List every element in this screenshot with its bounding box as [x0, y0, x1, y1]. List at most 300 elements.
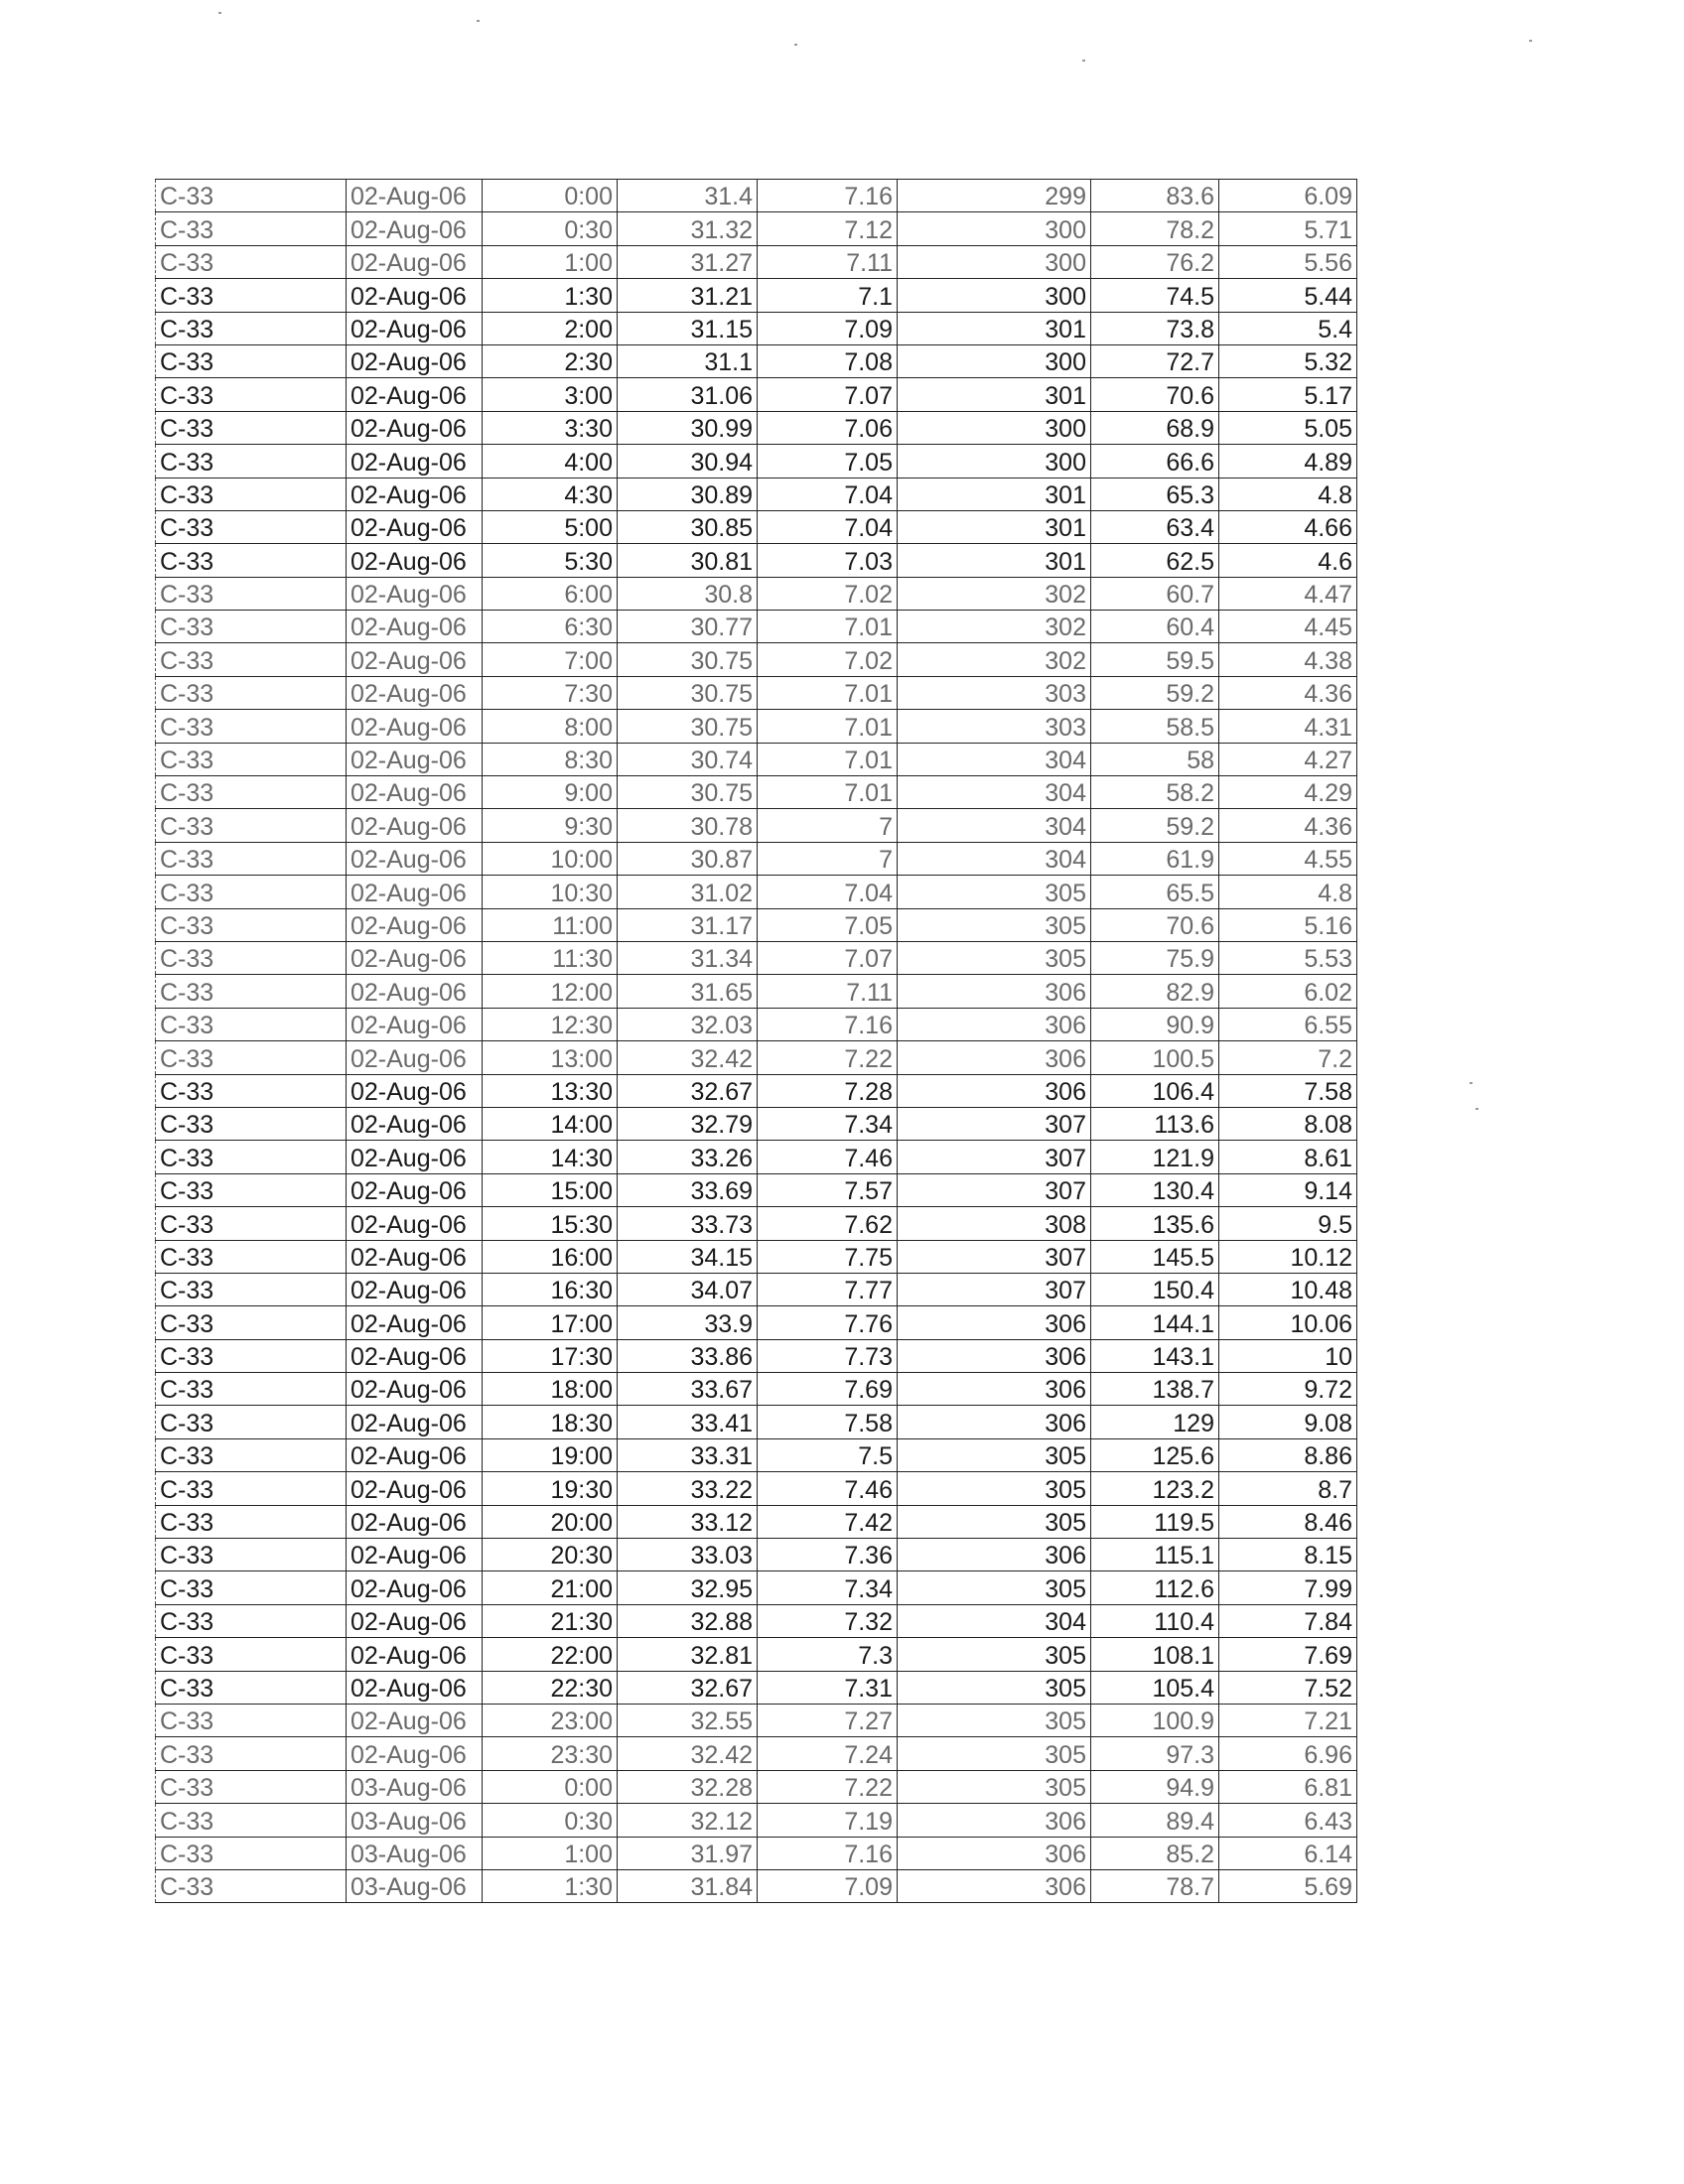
value4-cell: 106.4: [1091, 1074, 1219, 1107]
date-cell: 03-Aug-06: [347, 1869, 483, 1902]
value3-cell: 306: [898, 1837, 1091, 1869]
value4-cell: 58.2: [1091, 776, 1219, 809]
value4-cell: 125.6: [1091, 1438, 1219, 1471]
value4-cell: 60.7: [1091, 577, 1219, 610]
date-cell: 02-Aug-06: [347, 577, 483, 610]
value3-cell: 300: [898, 344, 1091, 377]
time-cell: 9:30: [483, 809, 618, 842]
date-cell: 02-Aug-06: [347, 710, 483, 743]
time-cell: 12:00: [483, 975, 618, 1008]
value2-cell: 7.07: [758, 378, 898, 411]
date-cell: 02-Aug-06: [347, 1604, 483, 1637]
time-cell: 7:30: [483, 676, 618, 709]
table-row: [156, 1770, 1357, 1803]
value2-cell: 7.28: [758, 1074, 898, 1107]
value3-cell: 301: [898, 510, 1091, 543]
station-cell: C-33: [156, 180, 347, 212]
value4-cell: 100.9: [1091, 1704, 1219, 1736]
value2-cell: 7.05: [758, 908, 898, 941]
value3-cell: 304: [898, 842, 1091, 875]
value2-cell: 7.3: [758, 1638, 898, 1671]
date-cell: 03-Aug-06: [347, 1837, 483, 1869]
value2-cell: 7.36: [758, 1539, 898, 1571]
value5-cell: 6.02: [1219, 975, 1357, 1008]
date-cell: 02-Aug-06: [347, 1638, 483, 1671]
station-cell: C-33: [156, 1373, 347, 1406]
value3-cell: 307: [898, 1173, 1091, 1206]
value5-cell: 9.08: [1219, 1406, 1357, 1438]
value5-cell: 4.36: [1219, 676, 1357, 709]
value2-cell: 7.02: [758, 643, 898, 676]
station-cell: C-33: [156, 1671, 347, 1704]
value4-cell: 68.9: [1091, 411, 1219, 444]
time-cell: 22:00: [483, 1638, 618, 1671]
value1-cell: 31.17: [618, 908, 758, 941]
value1-cell: 30.75: [618, 776, 758, 809]
value4-cell: 63.4: [1091, 510, 1219, 543]
value3-cell: 301: [898, 478, 1091, 510]
value4-cell: 59.2: [1091, 676, 1219, 709]
value1-cell: 30.77: [618, 611, 758, 643]
value2-cell: 7.07: [758, 941, 898, 974]
value4-cell: 72.7: [1091, 344, 1219, 377]
value3-cell: 304: [898, 743, 1091, 775]
table-row: [156, 1107, 1357, 1140]
value3-cell: 305: [898, 876, 1091, 908]
value1-cell: 31.97: [618, 1837, 758, 1869]
value3-cell: 300: [898, 279, 1091, 312]
value4-cell: 119.5: [1091, 1505, 1219, 1538]
value5-cell: 10: [1219, 1339, 1357, 1372]
station-cell: C-33: [156, 1406, 347, 1438]
value5-cell: 6.81: [1219, 1770, 1357, 1803]
value1-cell: 33.73: [618, 1207, 758, 1240]
value3-cell: 301: [898, 378, 1091, 411]
table-row: [156, 1539, 1357, 1571]
time-cell: 20:30: [483, 1539, 618, 1571]
station-cell: C-33: [156, 1306, 347, 1339]
date-cell: 02-Aug-06: [347, 1306, 483, 1339]
table-row: [156, 643, 1357, 676]
value1-cell: 32.55: [618, 1704, 758, 1736]
time-cell: 0:30: [483, 1804, 618, 1837]
value5-cell: 8.15: [1219, 1539, 1357, 1571]
date-cell: 02-Aug-06: [347, 1737, 483, 1770]
value5-cell: 9.72: [1219, 1373, 1357, 1406]
station-cell: C-33: [156, 710, 347, 743]
date-cell: 02-Aug-06: [347, 1207, 483, 1240]
value4-cell: 70.6: [1091, 908, 1219, 941]
value5-cell: 4.45: [1219, 611, 1357, 643]
value3-cell: 306: [898, 1406, 1091, 1438]
date-cell: 02-Aug-06: [347, 1406, 483, 1438]
value5-cell: 8.7: [1219, 1472, 1357, 1505]
value1-cell: 32.03: [618, 1008, 758, 1040]
value4-cell: 123.2: [1091, 1472, 1219, 1505]
value5-cell: 5.71: [1219, 212, 1357, 245]
date-cell: 02-Aug-06: [347, 1539, 483, 1571]
table-row: [156, 577, 1357, 610]
station-cell: C-33: [156, 1869, 347, 1902]
station-cell: C-33: [156, 1141, 347, 1173]
time-cell: 23:00: [483, 1704, 618, 1736]
value1-cell: 30.75: [618, 643, 758, 676]
date-cell: 02-Aug-06: [347, 212, 483, 245]
table-row: [156, 1869, 1357, 1902]
value4-cell: 61.9: [1091, 842, 1219, 875]
value3-cell: 301: [898, 312, 1091, 344]
value1-cell: 32.88: [618, 1604, 758, 1637]
time-cell: 0:30: [483, 212, 618, 245]
station-cell: C-33: [156, 279, 347, 312]
time-cell: 16:00: [483, 1240, 618, 1273]
table-row: [156, 478, 1357, 510]
time-cell: 5:30: [483, 544, 618, 577]
time-cell: 3:30: [483, 411, 618, 444]
value2-cell: 7.76: [758, 1306, 898, 1339]
table-row: [156, 1604, 1357, 1637]
date-cell: 02-Aug-06: [347, 643, 483, 676]
value1-cell: 31.4: [618, 180, 758, 212]
value3-cell: 306: [898, 975, 1091, 1008]
date-cell: 02-Aug-06: [347, 1339, 483, 1372]
value5-cell: 5.56: [1219, 245, 1357, 278]
date-cell: 02-Aug-06: [347, 743, 483, 775]
value1-cell: 33.03: [618, 1539, 758, 1571]
time-cell: 1:30: [483, 1869, 618, 1902]
value4-cell: 60.4: [1091, 611, 1219, 643]
time-cell: 10:00: [483, 842, 618, 875]
value2-cell: 7.04: [758, 510, 898, 543]
station-cell: C-33: [156, 245, 347, 278]
value3-cell: 306: [898, 1539, 1091, 1571]
station-cell: C-33: [156, 544, 347, 577]
value2-cell: 7.01: [758, 743, 898, 775]
value3-cell: 307: [898, 1107, 1091, 1140]
time-cell: 8:00: [483, 710, 618, 743]
value1-cell: 31.32: [618, 212, 758, 245]
table-row: [156, 1339, 1357, 1372]
date-cell: 02-Aug-06: [347, 1107, 483, 1140]
table-row: [156, 676, 1357, 709]
value3-cell: 300: [898, 212, 1091, 245]
station-cell: C-33: [156, 212, 347, 245]
date-cell: 02-Aug-06: [347, 478, 483, 510]
table-row: [156, 1438, 1357, 1471]
value2-cell: 7.11: [758, 975, 898, 1008]
value2-cell: 7.22: [758, 1770, 898, 1803]
value1-cell: 32.95: [618, 1571, 758, 1604]
time-cell: 1:00: [483, 1837, 618, 1869]
time-cell: 17:30: [483, 1339, 618, 1372]
value4-cell: 65.5: [1091, 876, 1219, 908]
value4-cell: 82.9: [1091, 975, 1219, 1008]
date-cell: 02-Aug-06: [347, 180, 483, 212]
value2-cell: 7.01: [758, 611, 898, 643]
value1-cell: 33.41: [618, 1406, 758, 1438]
table-body: [156, 180, 1357, 1903]
date-cell: 02-Aug-06: [347, 510, 483, 543]
value4-cell: 135.6: [1091, 1207, 1219, 1240]
time-cell: 4:30: [483, 478, 618, 510]
value3-cell: 303: [898, 676, 1091, 709]
value3-cell: 305: [898, 1737, 1091, 1770]
value5-cell: 7.99: [1219, 1571, 1357, 1604]
station-cell: C-33: [156, 577, 347, 610]
date-cell: 02-Aug-06: [347, 1041, 483, 1074]
value1-cell: 30.75: [618, 710, 758, 743]
station-cell: C-33: [156, 445, 347, 478]
date-cell: 02-Aug-06: [347, 842, 483, 875]
value3-cell: 302: [898, 643, 1091, 676]
value1-cell: 30.99: [618, 411, 758, 444]
value1-cell: 33.31: [618, 1438, 758, 1471]
value1-cell: 33.22: [618, 1472, 758, 1505]
date-cell: 03-Aug-06: [347, 1804, 483, 1837]
value4-cell: 78.7: [1091, 1869, 1219, 1902]
table-row: [156, 344, 1357, 377]
value1-cell: 32.67: [618, 1671, 758, 1704]
time-cell: 15:00: [483, 1173, 618, 1206]
value4-cell: 58.5: [1091, 710, 1219, 743]
value2-cell: 7.27: [758, 1704, 898, 1736]
value2-cell: 7.77: [758, 1273, 898, 1305]
date-cell: 02-Aug-06: [347, 279, 483, 312]
value5-cell: 5.17: [1219, 378, 1357, 411]
value2-cell: 7: [758, 809, 898, 842]
value5-cell: 5.16: [1219, 908, 1357, 941]
value5-cell: 7.52: [1219, 1671, 1357, 1704]
station-cell: C-33: [156, 743, 347, 775]
time-cell: 18:30: [483, 1406, 618, 1438]
value1-cell: 33.67: [618, 1373, 758, 1406]
time-cell: 5:00: [483, 510, 618, 543]
scan-speck: [218, 12, 221, 14]
station-cell: C-33: [156, 842, 347, 875]
value5-cell: 4.89: [1219, 445, 1357, 478]
time-cell: 10:30: [483, 876, 618, 908]
date-cell: 02-Aug-06: [347, 1704, 483, 1736]
value1-cell: 30.78: [618, 809, 758, 842]
date-cell: 02-Aug-06: [347, 1074, 483, 1107]
value4-cell: 144.1: [1091, 1306, 1219, 1339]
date-cell: 02-Aug-06: [347, 809, 483, 842]
value3-cell: 306: [898, 1041, 1091, 1074]
value3-cell: 306: [898, 1373, 1091, 1406]
time-cell: 9:00: [483, 776, 618, 809]
station-cell: C-33: [156, 1207, 347, 1240]
value1-cell: 34.15: [618, 1240, 758, 1273]
value1-cell: 30.94: [618, 445, 758, 478]
value4-cell: 97.3: [1091, 1737, 1219, 1770]
date-cell: 02-Aug-06: [347, 1273, 483, 1305]
table-row: [156, 1173, 1357, 1206]
value3-cell: 305: [898, 1438, 1091, 1471]
time-cell: 16:30: [483, 1273, 618, 1305]
value5-cell: 7.2: [1219, 1041, 1357, 1074]
time-cell: 21:00: [483, 1571, 618, 1604]
date-cell: 03-Aug-06: [347, 1770, 483, 1803]
value2-cell: 7.08: [758, 344, 898, 377]
value3-cell: 302: [898, 611, 1091, 643]
date-cell: 02-Aug-06: [347, 876, 483, 908]
time-cell: 1:30: [483, 279, 618, 312]
value2-cell: 7.11: [758, 245, 898, 278]
value3-cell: 305: [898, 908, 1091, 941]
time-cell: 15:30: [483, 1207, 618, 1240]
value1-cell: 31.06: [618, 378, 758, 411]
value3-cell: 307: [898, 1141, 1091, 1173]
value5-cell: 4.8: [1219, 478, 1357, 510]
value5-cell: 7.21: [1219, 1704, 1357, 1736]
value2-cell: 7.24: [758, 1737, 898, 1770]
time-cell: 3:00: [483, 378, 618, 411]
table-row: [156, 941, 1357, 974]
date-cell: 02-Aug-06: [347, 378, 483, 411]
value1-cell: 31.27: [618, 245, 758, 278]
value2-cell: 7.32: [758, 1604, 898, 1637]
value5-cell: 9.14: [1219, 1173, 1357, 1206]
value4-cell: 145.5: [1091, 1240, 1219, 1273]
scan-speck: [1475, 1108, 1478, 1110]
value4-cell: 112.6: [1091, 1571, 1219, 1604]
date-cell: 02-Aug-06: [347, 245, 483, 278]
value5-cell: 5.05: [1219, 411, 1357, 444]
date-cell: 02-Aug-06: [347, 445, 483, 478]
value2-cell: 7.1: [758, 279, 898, 312]
table-row: [156, 510, 1357, 543]
value1-cell: 30.85: [618, 510, 758, 543]
station-cell: C-33: [156, 941, 347, 974]
station-cell: C-33: [156, 1438, 347, 1471]
scan-speck: [1082, 60, 1085, 62]
value1-cell: 34.07: [618, 1273, 758, 1305]
time-cell: 18:00: [483, 1373, 618, 1406]
value1-cell: 31.1: [618, 344, 758, 377]
value5-cell: 10.06: [1219, 1306, 1357, 1339]
value4-cell: 76.2: [1091, 245, 1219, 278]
date-cell: 02-Aug-06: [347, 1438, 483, 1471]
station-cell: C-33: [156, 676, 347, 709]
time-cell: 0:00: [483, 180, 618, 212]
station-cell: C-33: [156, 411, 347, 444]
value2-cell: 7.16: [758, 1008, 898, 1040]
station-cell: C-33: [156, 1339, 347, 1372]
table-row: [156, 1737, 1357, 1770]
value4-cell: 121.9: [1091, 1141, 1219, 1173]
table-row: [156, 1704, 1357, 1736]
table-row: [156, 611, 1357, 643]
value2-cell: 7.06: [758, 411, 898, 444]
value5-cell: 4.27: [1219, 743, 1357, 775]
value5-cell: 8.08: [1219, 1107, 1357, 1140]
table-row: [156, 1373, 1357, 1406]
value3-cell: 306: [898, 1008, 1091, 1040]
table-row: [156, 1207, 1357, 1240]
value4-cell: 85.2: [1091, 1837, 1219, 1869]
value2-cell: 7.31: [758, 1671, 898, 1704]
table-row: [156, 1671, 1357, 1704]
station-cell: C-33: [156, 344, 347, 377]
table-row: [156, 1141, 1357, 1173]
date-cell: 02-Aug-06: [347, 676, 483, 709]
value2-cell: 7.16: [758, 180, 898, 212]
value5-cell: 4.47: [1219, 577, 1357, 610]
value4-cell: 65.3: [1091, 478, 1219, 510]
value2-cell: 7.12: [758, 212, 898, 245]
date-cell: 02-Aug-06: [347, 411, 483, 444]
value5-cell: 7.58: [1219, 1074, 1357, 1107]
table-row: [156, 1041, 1357, 1074]
value1-cell: 31.65: [618, 975, 758, 1008]
value3-cell: 299: [898, 180, 1091, 212]
value3-cell: 305: [898, 1505, 1091, 1538]
value4-cell: 105.4: [1091, 1671, 1219, 1704]
time-cell: 13:00: [483, 1041, 618, 1074]
time-cell: 14:30: [483, 1141, 618, 1173]
table-row: [156, 710, 1357, 743]
time-cell: 11:00: [483, 908, 618, 941]
table-row: [156, 544, 1357, 577]
value1-cell: 32.12: [618, 1804, 758, 1837]
date-cell: 02-Aug-06: [347, 1505, 483, 1538]
value2-cell: 7.34: [758, 1571, 898, 1604]
value1-cell: 32.81: [618, 1638, 758, 1671]
value3-cell: 301: [898, 544, 1091, 577]
value5-cell: 8.61: [1219, 1141, 1357, 1173]
value2-cell: 7.42: [758, 1505, 898, 1538]
table-row: [156, 1008, 1357, 1040]
table-row: [156, 378, 1357, 411]
date-cell: 02-Aug-06: [347, 1671, 483, 1704]
table-row: [156, 312, 1357, 344]
value2-cell: 7.04: [758, 876, 898, 908]
station-cell: C-33: [156, 1539, 347, 1571]
value1-cell: 30.81: [618, 544, 758, 577]
value2-cell: 7.62: [758, 1207, 898, 1240]
value2-cell: 7.34: [758, 1107, 898, 1140]
value3-cell: 305: [898, 1472, 1091, 1505]
value2-cell: 7.04: [758, 478, 898, 510]
table-row: [156, 776, 1357, 809]
value5-cell: 7.84: [1219, 1604, 1357, 1637]
time-cell: 2:30: [483, 344, 618, 377]
value1-cell: 32.42: [618, 1737, 758, 1770]
time-cell: 8:30: [483, 743, 618, 775]
value3-cell: 305: [898, 1704, 1091, 1736]
value3-cell: 300: [898, 445, 1091, 478]
value4-cell: 73.8: [1091, 312, 1219, 344]
value5-cell: 4.38: [1219, 643, 1357, 676]
value1-cell: 32.67: [618, 1074, 758, 1107]
value5-cell: 5.4: [1219, 312, 1357, 344]
time-cell: 23:30: [483, 1737, 618, 1770]
value4-cell: 115.1: [1091, 1539, 1219, 1571]
value4-cell: 89.4: [1091, 1804, 1219, 1837]
station-cell: C-33: [156, 611, 347, 643]
table-row: [156, 245, 1357, 278]
value1-cell: 32.42: [618, 1041, 758, 1074]
station-cell: C-33: [156, 1804, 347, 1837]
scan-speck: [1470, 1082, 1473, 1084]
value2-cell: 7.19: [758, 1804, 898, 1837]
station-cell: C-33: [156, 908, 347, 941]
scan-speck: [794, 44, 797, 46]
time-cell: 17:00: [483, 1306, 618, 1339]
scan-speck: [477, 20, 480, 22]
time-cell: 1:00: [483, 245, 618, 278]
table-row: [156, 1804, 1357, 1837]
